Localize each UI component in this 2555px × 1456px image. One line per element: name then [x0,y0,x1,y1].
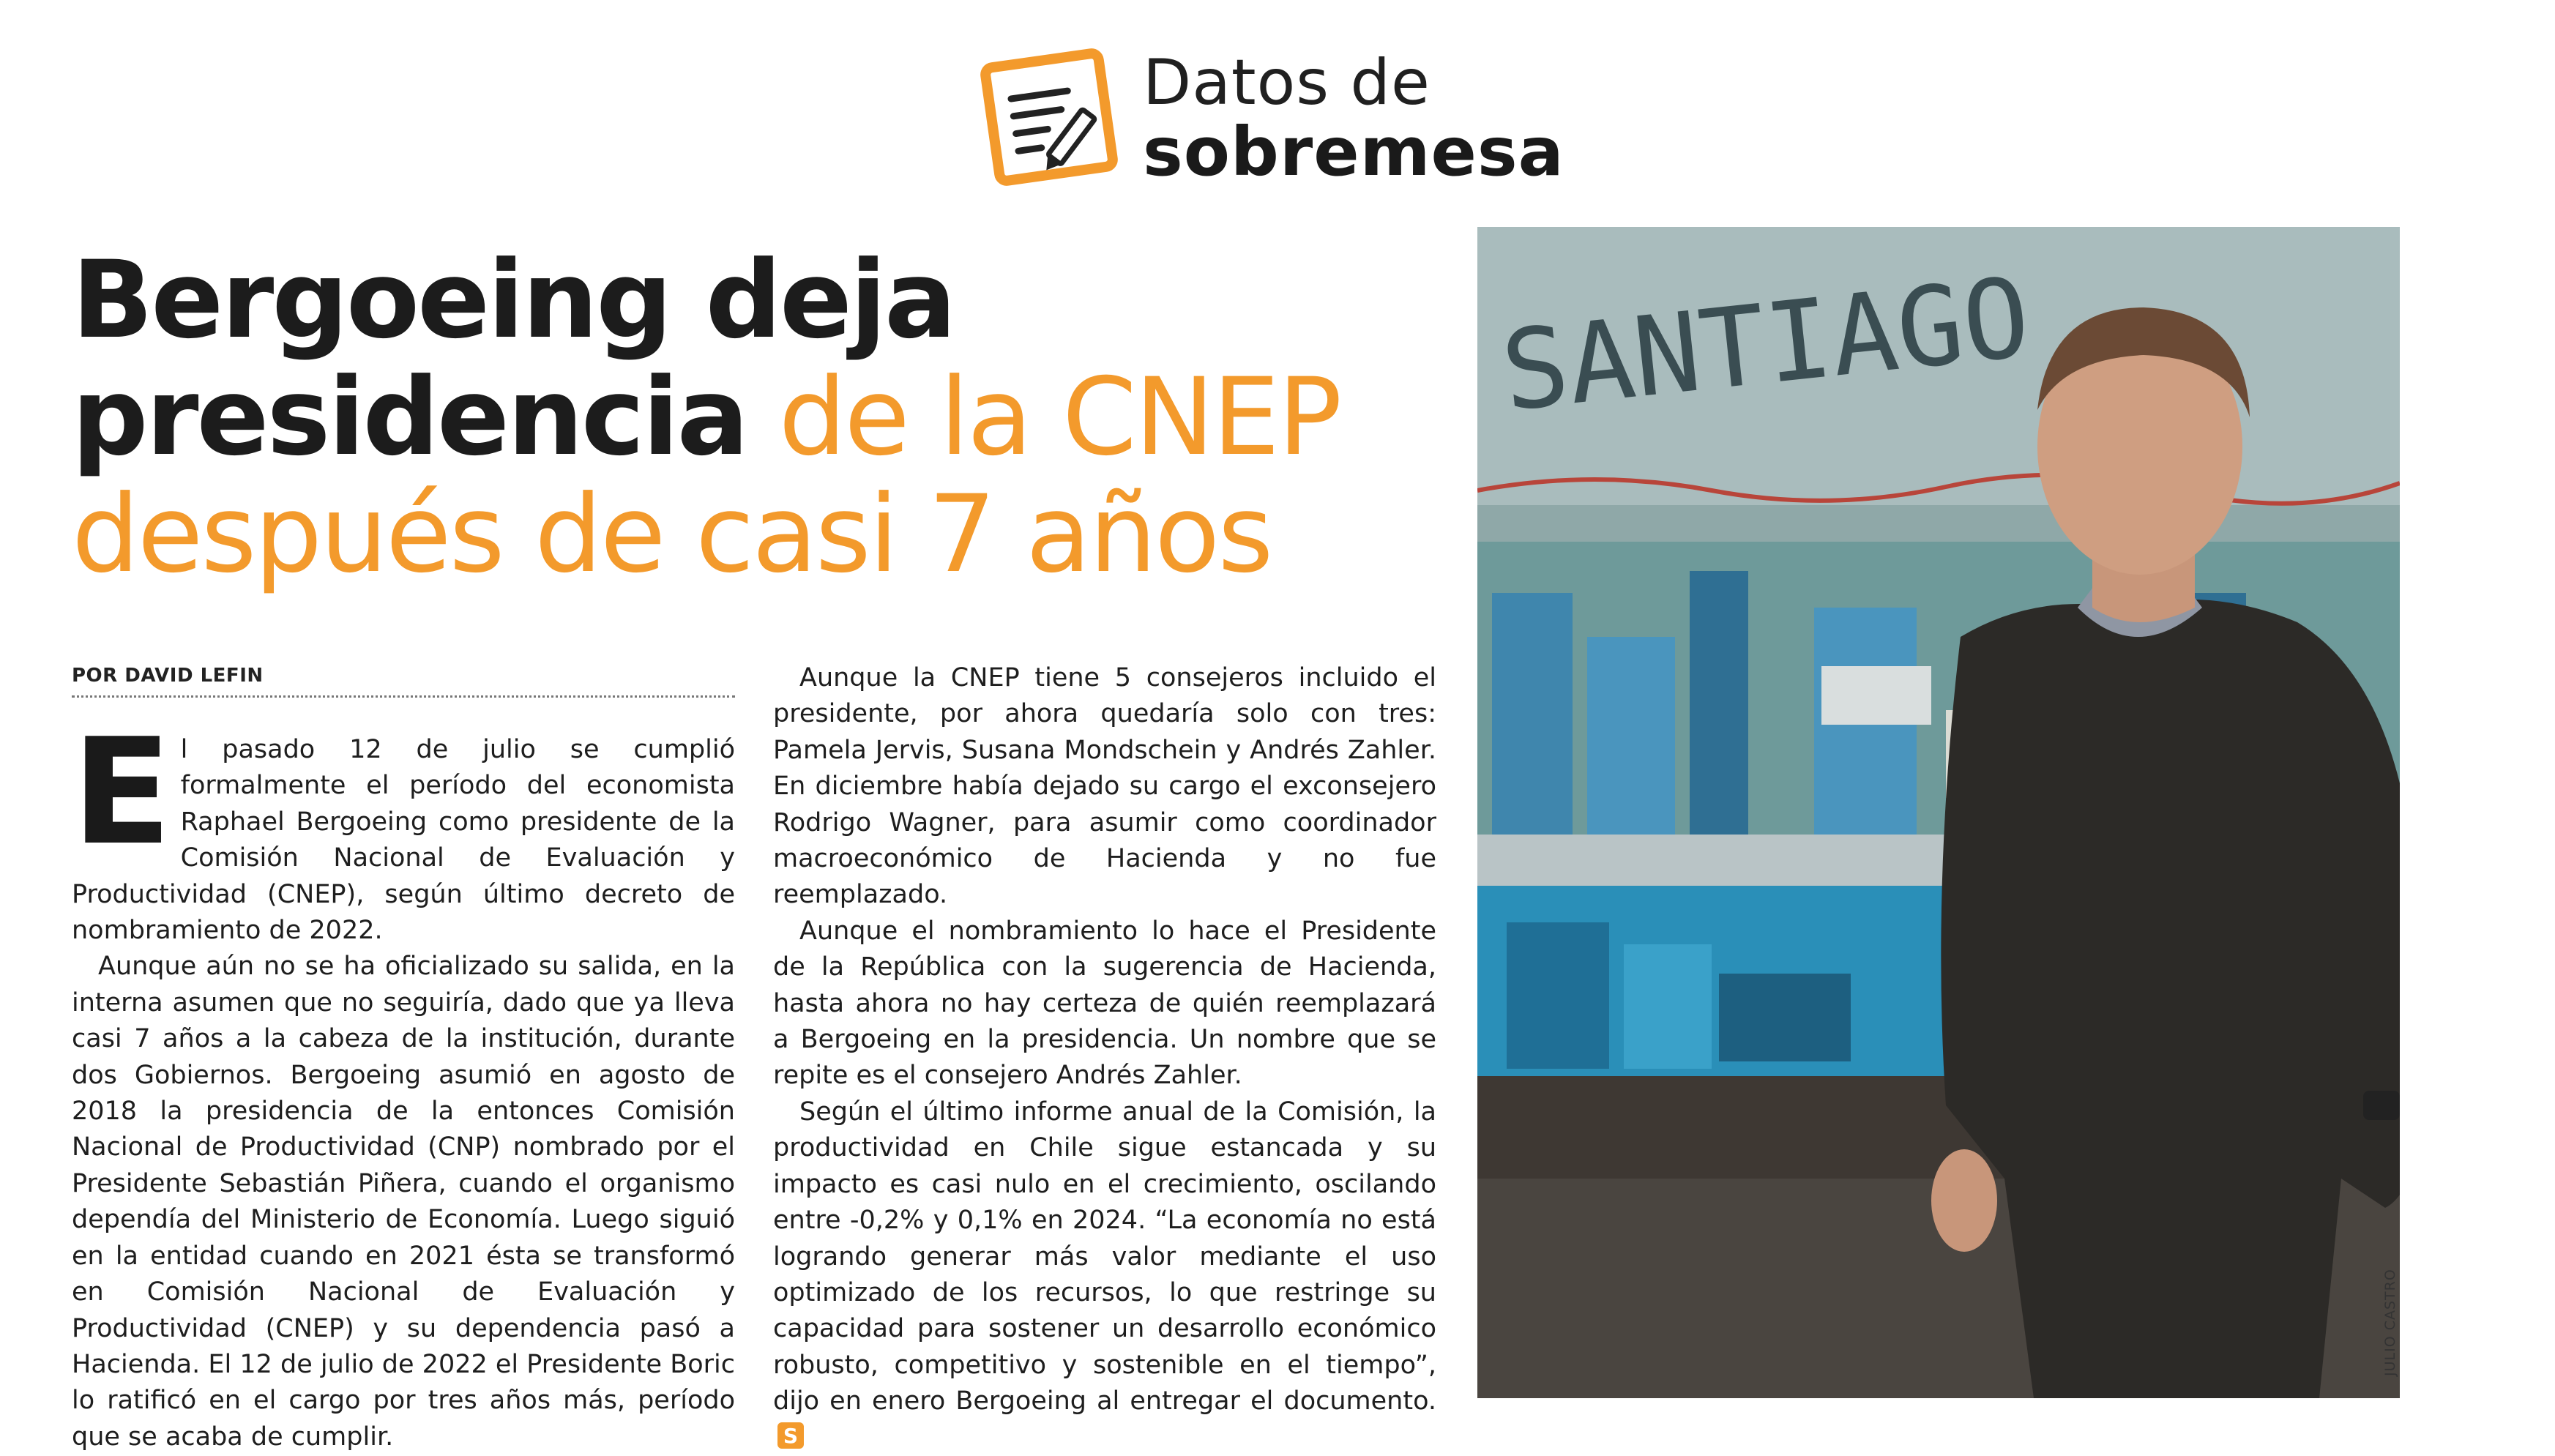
article-paragraph: Aunque aún no se ha oficializado su salida, en la interna asumen que no seguiría, dado que ya lleva casi 7 años a la cabeza de la institución, durante dos Gobiernos. Bergoeing asumió en agosto de 2018 la presidencia de la entonces Comisión Nacional de Productividad (CNP) nombrado por el Presidente Sebastián Piñera, cuando el organismo dependía del Ministerio de Economía. Luego siguió en la entidad cuando en 2021 ésta se transformó en Comisión Nacional de Evaluación y Productividad (CNEP) y su dependencia pasó a Hacienda. El 12 de julio de 2022 el Presidente Boric lo ratificó en el cargo por tres años más, período que se acaba de cumplir. [72,952,735,1452]
article-paragraph [72,707,735,949]
byline-divider [72,695,735,698]
notepad-pencil-icon [976,44,1122,190]
paragraph-text: Según el último informe anual de la Comisión, la productividad en Chile sigue estancada y su impacto es casi nulo en el crecimiento, oscilando entre -0,2% y 0,1% en 2024. “La economía no está logrando generar más valor mediante el uso optimizado de los recursos, lo que restringe su capacidad para sostener un desarrollo económico robusto, competitivo y sostenible en el tiempo”, dijo en enero Bergoeing al entregar el documento. [773,1097,1436,1416]
end-of-article-icon [777,1422,804,1449]
article-paragraph [773,1094,1436,1456]
end-mark-letter: S [783,1423,799,1448]
article-paragraph: Aunque el nombramiento lo hace el Presidente de la República con la sugerencia de Hacienda, hasta ahora no hay certeza de quién reemplazará a Bergoeing en la presidencia. Un nombre que se repite es el consejero Andrés Zahler. [773,916,1436,1091]
article-column-2 [773,660,1436,1456]
drop-cap: E [72,707,172,878]
section-name [1143,46,1564,191]
paragraph-text: l pasado 12 de julio se cumplió formalmente el período del economista Raphael Bergoeing como presidente de la Comisión Nacional de Evaluación y Productividad (CNEP), según último decreto de nombramiento de 2022. [72,735,735,946]
headline [72,238,1463,597]
article-paragraph: Aunque la CNEP tiene 5 consejeros incluido el presidente, por ahora quedaría solo con tres: Pamela Jervis, Susana Mondschein y Andrés Zahler. En diciembre había dejado su cargo el exconsejero Rodrigo Wagner, para asumir como coordinador macroeconómico de Hacienda y no fue reemplazado. [773,663,1436,910]
headline-part1: Bergoeing deja [72,238,955,362]
section-name-line2: sobremesa [1143,113,1564,191]
section-name-line1: Datos de [1143,46,1431,119]
headline-part3: de la CNEP [778,355,1340,479]
photo-credit: JULIO CASTRO [2382,1269,2398,1376]
article-column-1 [72,707,735,1455]
byline: POR DAVID LEFIN [72,665,264,687]
wall-lettering: SANTIAGO [1496,254,2036,436]
headline-part2: presidencia [72,355,747,479]
photo-margin [2400,227,2502,1398]
headline-part4: después de casi 7 años [72,472,1272,597]
portrait-photo [1477,227,2502,1398]
